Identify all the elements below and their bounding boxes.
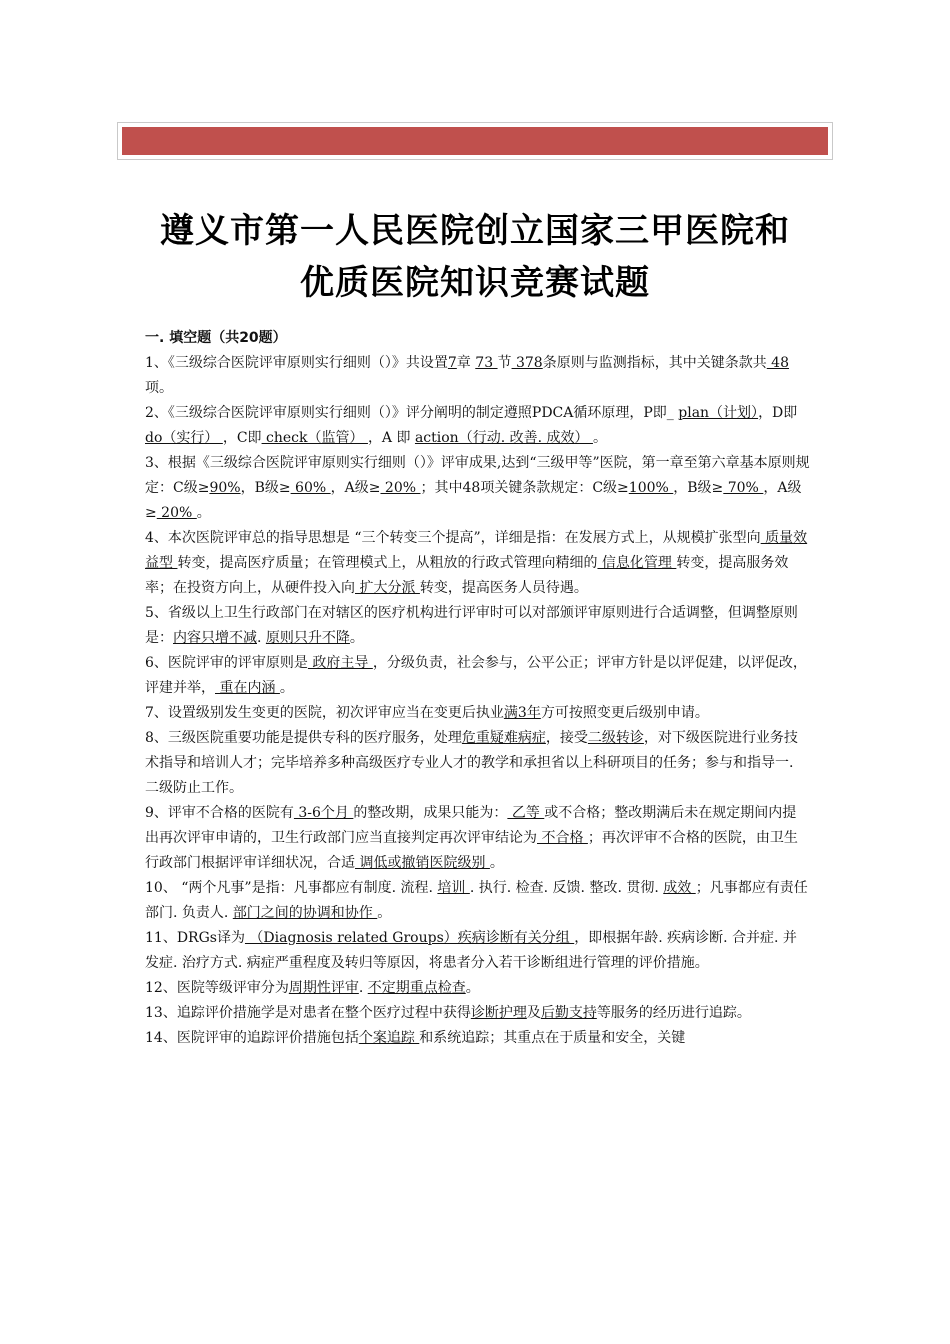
question-text: 。 [489,855,504,871]
question-text: ，对下级医院进行业务技术指导和培训人才；完毕培养多种高级医疗专业人才的教学和承担省以上科研项目的任务；参与和指导一. 二级防止工作。 [145,730,798,796]
question-text: 13、追踪评价措施学是对患者在整个医疗过程中获得 [145,1005,471,1021]
question-text: 方可按照变更后级别申请。 [540,705,709,721]
question-text: 11、DRGs译为 [145,930,245,946]
question-text: 3、根据《三级综合医院评审原则实行细则（）》评审成果,达到“三级甲等”医院，第一章至第六章基本原则规定：C级≥ [145,455,810,496]
answer-blank: 满3年 [503,705,541,721]
answer-blank: 乙等 [507,805,545,821]
question-text: ，D即 [758,405,798,421]
answer-blank: 周期性评审 [288,980,359,996]
question-text: . [257,630,266,646]
section-heading: 一. 填空题（共20题） [145,330,287,346]
answer-blank: 质量效益型 [145,530,808,571]
answer-blank: check（监管） [261,430,368,446]
answer-blank: do（实行） [145,430,223,446]
question-text: 5、省级以上卫生行政部门在对辖区的医疗机构进行评审时可以对部颁评审原则进行合适调整，但调整原则是： [145,605,798,646]
question-text: 4、本次医院评审总的指导思想是 “三个转变三个提高”，详细是指：在发展方式上，从规模扩张型向 [145,530,761,546]
question-text: ，分级负责，社会参与，公平公正；评审方针是以评促建，以评促改，评建并举， [145,655,807,696]
question-text: 条原则与监测指标，其中关键条款共 [542,355,767,371]
answer-blank: （Diagnosis related Groups）疾病诊断有关分组 [244,930,575,946]
question-text: 或不合格；整改期满后未在规定期间内提出再次评审申请的，卫生行政部门应当直接判定再次评审结论为 [145,805,797,846]
question-text: ，C即 [222,430,262,446]
question-text: 14、医院评审的追踪评价措施包括 [145,1030,359,1046]
question-text: . [358,980,368,996]
question-text: 1、《三级综合医院评审原则实行细则（）》共设置 [145,355,448,371]
question-12 [145,976,810,1001]
question-text: ，接受 [545,730,588,746]
question-8 [145,726,810,801]
answer-blank: 信息化管理 [597,555,677,571]
question-4 [145,526,810,601]
answer-blank: 后勤支持 [540,1005,597,1021]
question-text: 项。 [145,380,173,396]
answer-blank: action（行动. 改善. 成效） [414,430,593,446]
answer-blank: plan（计划） [678,405,759,421]
header-banner-frame [117,122,833,160]
answer-blank: 7 [447,355,457,371]
answer-blank: 20% [156,505,197,521]
answer-blank: 重在内涵 [215,680,280,696]
question-text: 10、 “两个凡事”是指：凡事都应有制度. 流程. [145,880,438,896]
question-text: ，A 即 [367,430,415,446]
answer-blank: 20% [380,480,421,496]
question-text: 。 [349,630,364,646]
question-13 [145,1001,810,1026]
question-text: 的整改期，成果只能为： [353,805,508,821]
question-text: 8、三级医院重要功能是提供专科的医疗服务，处理 [145,730,462,746]
answer-blank: 原则只升不降 [265,630,350,646]
answer-blank: 不合格 [537,830,588,846]
header-banner-bar [122,127,828,155]
question-text: 9、评审不合格的医院有 [145,805,294,821]
answer-blank: 90% [209,480,241,496]
question-list [145,351,810,1051]
question-text: ，A级≥ [330,480,381,496]
question-5 [145,601,810,651]
answer-blank: 内容只增不减 [173,630,257,646]
question-text: 转变，提高医务人员待遇。 [419,580,588,596]
answer-blank: 个案追踪 [358,1030,420,1046]
question-text: ；凡事都应有责任部门. 负责人. [145,880,808,921]
question-text: 12、医院等级评审分为 [145,980,289,996]
question-text: ；再次评审不合格的医院，由卫生行政部门根据评审详细状况，合适 [145,830,798,871]
answer-blank: 成效 [663,880,696,896]
question-text: 等服务的经历进行追踪。 [596,1005,751,1021]
question-text: ，B级≥ [673,480,724,496]
question-text: 。 [592,430,607,446]
answer-blank: 378 [511,355,543,371]
question-text: 节 [497,355,512,371]
question-text: 7、设置级别发生变更的医院，初次评审应当在变更后执业 [145,705,504,721]
answer-blank: 70% [723,480,764,496]
answer-blank: 危重疑难病症 [461,730,546,746]
answer-blank: 73 [475,355,498,371]
question-3 [145,451,810,526]
question-10 [145,876,810,926]
answer-blank: 培训 [437,880,470,896]
question-7 [145,701,810,726]
question-text: 章 [456,355,476,371]
question-text: 和系统追踪；其重点在于质量和安全，关键 [419,1030,686,1046]
question-text: ，B级≥ [240,480,291,496]
question-text: 。 [465,980,480,996]
answer-blank: 不定期重点检查 [367,980,466,996]
answer-blank: 政府主导 [307,655,373,671]
question-text: ，即根据年龄. 疾病诊断. 合并症. 并发症. 治疗方式. 病症严重程度及转归等原因，将患者分入若干诊断组进行管理的评价措施。 [145,930,797,971]
answer-blank: 60% [290,480,331,496]
question-text: . 执行. 检查. 反馈. 整改. 贯彻. [469,880,664,896]
answer-blank: 100% [628,480,674,496]
question-1 [145,351,810,401]
question-text: 转变，提高医疗质量；在管理模式上，从粗放的行政式管理向精细的 [177,555,598,571]
answer-blank: 诊断护理 [470,1005,527,1021]
answer-blank: 调低或撤销医院级别 [355,855,490,871]
question-text: ；其中48项关键条款规定：C级≥ [420,480,629,496]
question-6 [145,651,810,701]
question-2 [145,401,810,451]
answer-blank: 48 [766,355,789,371]
question-text: 转变，提高服务效率；在投资方向上，从硬件投入向 [145,555,789,596]
document-body [145,326,810,1051]
question-text: 2、《三级综合医院评审原则实行细则（）》评分阐明的制定遵照PDCA循环原理，P即_ [145,405,679,421]
document-title-line1: 遵义市第一人民医院创立国家三甲医院和 [160,211,790,251]
question-text: 及 [526,1005,541,1021]
question-text: 。 [196,505,211,521]
question-14 [145,1026,810,1051]
answer-blank: 二级转诊 [587,730,644,746]
question-text: ，A级≥ [145,480,802,521]
question-9 [145,801,810,876]
question-text: 。 [377,905,392,921]
question-text: 6、医院评审的评审原则是 [145,655,308,671]
answer-blank: 3-6个月 [293,805,354,821]
answer-blank: 部门之间的协调和协作 [232,905,378,921]
document-title-line2: 优质医院知识竞赛试题 [300,263,650,303]
question-text: 。 [279,680,294,696]
question-11 [145,926,810,976]
answer-blank: 扩大分派 [355,580,420,596]
